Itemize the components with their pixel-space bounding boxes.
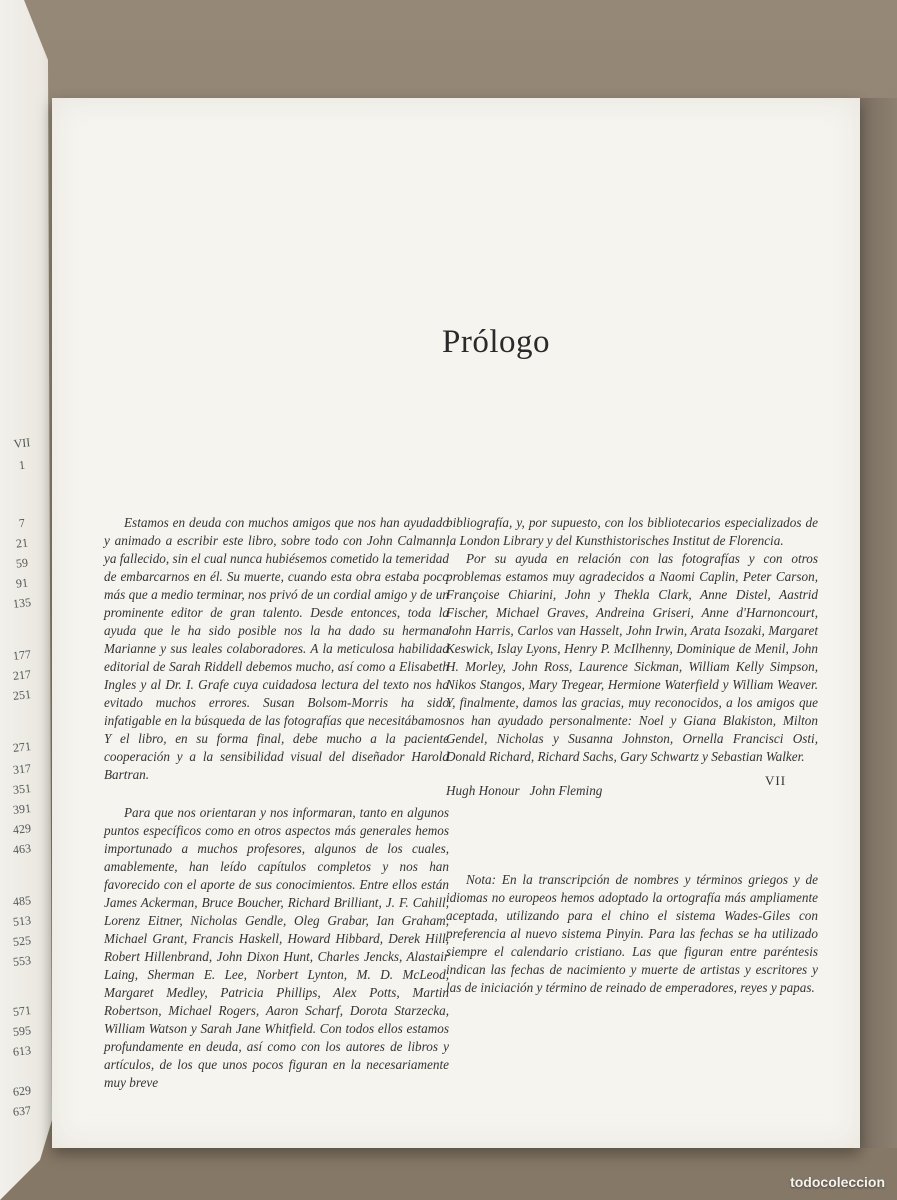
margin-number: 629 bbox=[12, 1083, 32, 1099]
margin-number: 271 bbox=[12, 739, 32, 755]
book-page bbox=[52, 98, 860, 1148]
margin-number: 463 bbox=[12, 841, 32, 857]
margin-number: 595 bbox=[12, 1023, 32, 1039]
author-signature: Hugh Honour John Fleming bbox=[446, 783, 603, 798]
page-title: Prólogo bbox=[441, 324, 550, 360]
margin-number: 21 bbox=[15, 535, 29, 551]
margin-number: 91 bbox=[15, 575, 29, 591]
margin-number: 485 bbox=[12, 893, 32, 909]
text-column-left bbox=[104, 514, 449, 1092]
margin-number: 513 bbox=[12, 913, 32, 929]
paragraph: Estamos en deuda con muchos amigos que nos han ayudado y animado a escribir este libro, sobre todo con John Calmann, ya fallecido, sin el cual nunca hubiésemos cometido la temeridad de embarcarnos en él. Su muerte, cuando esta obra estaba poco más que a medio terminar, nos privó de un cordial amigo y de un prominente editor de gran talento. Desde entonces, toda la ayuda que le ha sido posible nos la ha dado su hermana Marianne y sus leales colaboradores. A la meticulosa habilidad editorial de Sarah Riddell debemos mucho, así como a Elisabeth Ingles y al Dr. I. Grafe cuya cuidadosa lectura del texto nos ha evitado muchos errores. Susan Bolsom-Morris ha sido infatigable en la búsqueda de las fotografías que necesitábamos. Y el libro, en su forma final, debe mucho a la paciente cooperación y a la sensibilidad visual del diseñador Harold Bartran. bbox=[104, 515, 449, 782]
margin-number: 135 bbox=[12, 595, 32, 611]
margin-number: 59 bbox=[15, 555, 29, 571]
margin-number: 251 bbox=[12, 687, 32, 703]
margin-number: 317 bbox=[12, 761, 32, 777]
margin-number: 1 bbox=[18, 457, 26, 473]
editorial-note bbox=[446, 871, 818, 997]
margin-number: 7 bbox=[18, 515, 26, 531]
page-number: VII bbox=[765, 773, 787, 788]
margin-number: 391 bbox=[12, 801, 32, 817]
margin-number: 613 bbox=[12, 1043, 32, 1059]
margin-number: 429 bbox=[12, 821, 32, 837]
margin-number: 553 bbox=[12, 953, 32, 969]
note-paragraph: Nota: En la transcripción de nombres y términos griegos y de idiomas no europeos hemos adoptado la ortografía más ampliamente aceptada, utilizando para el chino el sistema Wades-Giles con preferencia al nuevo sistema Pinyin. Para las fechas se ha utilizado siempre el calendario cristiano. Las que figuran entre paréntesis indican las fechas de nacimiento y muerte de artistas y escritores y las de iniciación y término de reinado de emperadores, reyes y papas. bbox=[446, 872, 818, 995]
margin-number: 571 bbox=[12, 1003, 32, 1019]
book-cover-edge bbox=[860, 98, 897, 1148]
paragraph: Para que nos orientaran y nos informaran, tanto en algunos puntos específicos como en otros aspectos más generales hemos importunado a muchos profesores, algunos de los cuales, amablemente, han leído capítulos completos y nos han favorecido con el aporte de sus conocimientos. Entre ellos están James Ackerman, Bruce Boucher, Richard Brilliant, J. F. Cahill, Lorenz Eitner, Nicholas Gendle, Oleg Grabar, Ian Graham, Michael Grant, Francis Haskell, Howard Hibbard, Derek Hill, Robert Hillenbrand, John Dixon Hunt, Charles Jencks, Alastair Laing, Sherman E. Lee, Norbert Lynton, M. D. McLeod, Margaret Medley, Patricia Phillips, Alex Potts, Martin Robertson, Michael Rogers, Aaron Scharf, Dorota Starzecka, William Watson y Sarah Jane Whitfield. Con todos ellos estamos profundamente en deuda, así como con los autores de libros y artículos, de los que unos pocos figuran en la necesariamente muy breve bbox=[104, 805, 449, 1090]
margin-number: 177 bbox=[12, 647, 32, 663]
margin-number: 637 bbox=[12, 1103, 32, 1119]
previous-page-numbers bbox=[4, 0, 44, 1200]
margin-number: VII bbox=[12, 435, 31, 451]
margin-number: 217 bbox=[12, 667, 32, 683]
margin-number: 351 bbox=[12, 781, 32, 797]
watermark-logo: todocoleccion bbox=[790, 1174, 885, 1190]
margin-number: 525 bbox=[12, 933, 32, 949]
paragraph: Por su ayuda en relación con las fotografías y con otros problemas estamos muy agradecidos a Naomi Caplin, Peter Carson, Françoise Chiarini, John y Thekla Clark, Anne Distel, Aastrid Fischer, Michael Graves, Andreina Griseri, Anne d'Harnoncourt, John Harris, Carlos van Hasselt, John Irwin, Arata Isozaki, Margaret Keswick, Islay Lyons, Henry P. McIlhenny, Dominique de Menil, John H. Morley, John Ross, Laurence Sickman, William Kelly Simpson, Nikos Stangos, Mary Tregear, Hermione Waterfield y William Weaver. Y, finalmente, damos las gracias, muy reconocidos, a los amigos que nos han ayudado personalmente: Noel y Giana Blakiston, Milton Gendel, Nicholas y Susanna Johnston, Ornella Francisci Osti, Donald Richard, Richard Sachs, Gary Schwartz y Sebastian Walker. bbox=[446, 551, 818, 764]
paragraph: bibliografía, y, por supuesto, con los bibliotecarios especializados de la London Library y del Kunsthistorisches Institut de Florencia. bbox=[446, 515, 818, 548]
text-column-right bbox=[446, 514, 818, 800]
